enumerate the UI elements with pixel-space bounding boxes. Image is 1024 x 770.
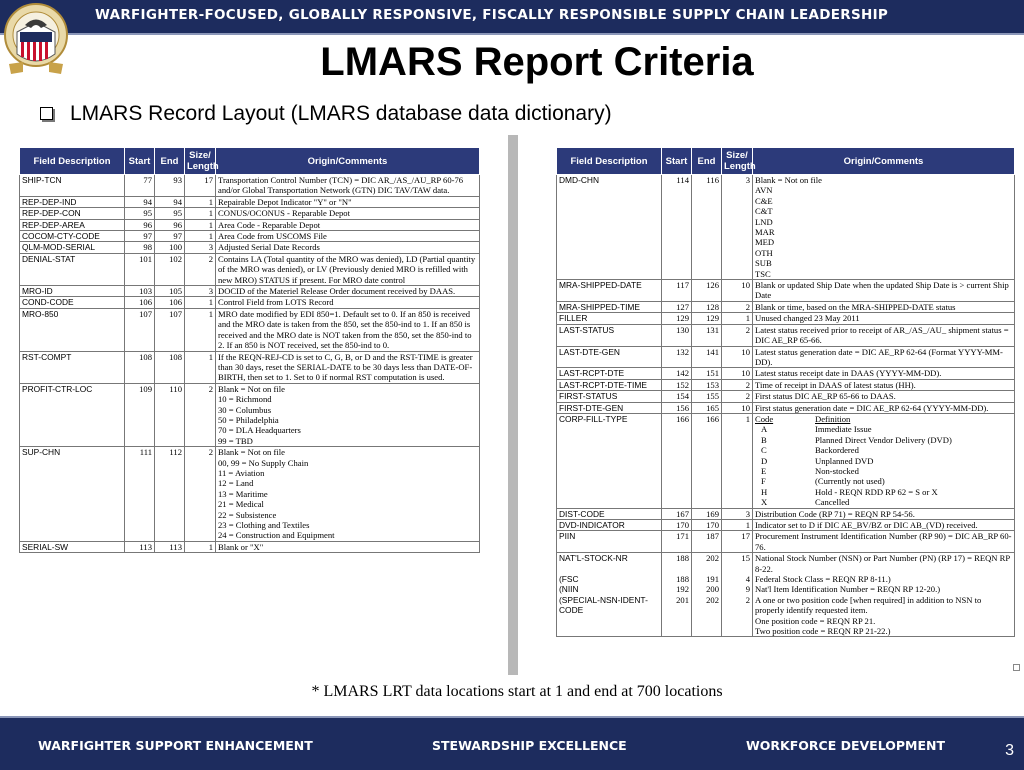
column-divider bbox=[508, 135, 518, 675]
field-name-cell: LAST-DTE-GEN bbox=[557, 346, 662, 368]
footer-item-workforce: WORKFORCE DEVELOPMENT bbox=[746, 738, 945, 753]
size-cell: 1 bbox=[722, 413, 753, 508]
start-cell: 106 bbox=[125, 297, 155, 308]
size-cell: 1 bbox=[722, 313, 753, 324]
start-cell: 167 bbox=[662, 508, 692, 519]
code-definition: (Currently not used) bbox=[815, 476, 885, 487]
field-name-cell: QLM-MOD-SERIAL bbox=[20, 242, 125, 253]
end-cell: 155 bbox=[692, 391, 722, 402]
table-row bbox=[20, 208, 480, 219]
start-cell: 130 bbox=[662, 324, 692, 346]
comments-cell: National Stock Number (NSN) or Part Number (PN) (RP 17) = REQN RP 8-22. Federal Stock Class = REQN RP 8-11.) Nat'l Item Identification Number = REQN RP 12-20.) A one or two position code [when required] in addition to NSN to properly identify requested item. One position code = REQN RP 21. Two position code = REQN RP 21-22.) bbox=[753, 553, 1015, 637]
start-cell: 108 bbox=[125, 351, 155, 383]
comments-cell: Control Field from LOTS Record bbox=[216, 297, 480, 308]
size-cell: 1 bbox=[185, 541, 216, 552]
start-cell: 111 bbox=[125, 447, 155, 542]
comments-cell: Time of receipt in DAAS of latest status (HH). bbox=[753, 379, 1015, 390]
start-cell: 166 bbox=[662, 413, 692, 508]
table-row bbox=[557, 301, 1015, 312]
start-cell: 101 bbox=[125, 253, 155, 285]
comments-cell: Procurement Instrument Identification Number (RP 90) = DIC AB_RP 60-76. bbox=[753, 531, 1015, 553]
field-name-cell: COCOM-CTY-CODE bbox=[20, 231, 125, 242]
comments-cell: Latest status generation date = DIC AE_RP 62-64 (Format YYYY-MM-DD). bbox=[753, 346, 1015, 368]
table-row bbox=[20, 196, 480, 207]
start-cell: 77 bbox=[125, 175, 155, 197]
size-cell: 1 bbox=[185, 351, 216, 383]
col-header-comments: Origin/Comments bbox=[753, 148, 1015, 175]
code-line bbox=[755, 424, 1012, 434]
table-row bbox=[557, 508, 1015, 519]
comments-cell: Blank or "X" bbox=[216, 541, 480, 552]
field-name-cell: COND-CODE bbox=[20, 297, 125, 308]
code-value: H bbox=[761, 486, 768, 497]
start-cell: 154 bbox=[662, 391, 692, 402]
comments-cell: Area Code - Reparable Depot bbox=[216, 219, 480, 230]
code-line bbox=[755, 445, 1012, 455]
end-cell: 165 bbox=[692, 402, 722, 413]
table-row bbox=[20, 308, 480, 351]
table-row bbox=[557, 520, 1015, 531]
comments-cell bbox=[753, 413, 1015, 508]
field-name-cell: FILLER bbox=[557, 313, 662, 324]
end-cell: 202 191 200 202 bbox=[692, 553, 722, 637]
code-definition: Cancelled bbox=[815, 497, 850, 508]
start-cell: 95 bbox=[125, 208, 155, 219]
size-cell: 2 bbox=[722, 301, 753, 312]
code-value: X bbox=[761, 497, 768, 508]
field-name-cell: DMD-CHN bbox=[557, 175, 662, 280]
end-cell: 112 bbox=[155, 447, 185, 542]
code-line bbox=[755, 456, 1012, 466]
code-value: C bbox=[761, 445, 767, 456]
field-name-cell: REP-DEP-AREA bbox=[20, 219, 125, 230]
field-name-cell: LAST-RCPT-DTE-TIME bbox=[557, 379, 662, 390]
col-header-comments: Origin/Comments bbox=[216, 148, 480, 175]
table-row bbox=[20, 541, 480, 552]
end-cell: 100 bbox=[155, 242, 185, 253]
size-cell: 1 bbox=[185, 196, 216, 207]
code-definition: Immediate Issue bbox=[815, 424, 872, 435]
code-definition-header bbox=[755, 414, 1012, 424]
field-name-cell: SERIAL-SW bbox=[20, 541, 125, 552]
size-cell: 2 bbox=[722, 379, 753, 390]
size-cell: 2 bbox=[185, 447, 216, 542]
footer-item-stewardship: STEWARDSHIP EXCELLENCE bbox=[432, 738, 627, 753]
field-name-cell: CORP-FILL-TYPE bbox=[557, 413, 662, 508]
page-number: 3 bbox=[1005, 742, 1014, 759]
size-cell: 1 bbox=[185, 208, 216, 219]
comments-cell: Distribution Code (RP 71) = REQN RP 54-56. bbox=[753, 508, 1015, 519]
slide-subtitle: LMARS Record Layout (LMARS database data dictionary) bbox=[70, 102, 612, 125]
size-cell: 3 bbox=[185, 286, 216, 297]
end-cell: 93 bbox=[155, 175, 185, 197]
col-header-start: Start bbox=[125, 148, 155, 175]
table-header-row bbox=[20, 148, 480, 175]
field-name-cell: SUP-CHN bbox=[20, 447, 125, 542]
field-name-cell: FIRST-STATUS bbox=[557, 391, 662, 402]
end-cell: 113 bbox=[155, 541, 185, 552]
table-row bbox=[557, 368, 1015, 379]
end-cell: 151 bbox=[692, 368, 722, 379]
start-cell: 98 bbox=[125, 242, 155, 253]
col-header-end: End bbox=[155, 148, 185, 175]
footer-banner bbox=[0, 716, 1024, 770]
size-cell: 1 bbox=[185, 297, 216, 308]
comments-cell: Blank = Not on file 10 = Richmond 30 = Columbus 50 = Philadelphia 70 = DLA Headquarters 99 = TBD bbox=[216, 383, 480, 446]
start-cell: 188 188 192 201 bbox=[662, 553, 692, 637]
size-cell: 2 bbox=[722, 391, 753, 402]
size-cell: 10 bbox=[722, 368, 753, 379]
field-name-cell: MRO-ID bbox=[20, 286, 125, 297]
end-cell: 129 bbox=[692, 313, 722, 324]
code-definition: Non-stocked bbox=[815, 465, 859, 476]
end-cell: 97 bbox=[155, 231, 185, 242]
size-cell: 17 bbox=[722, 531, 753, 553]
start-cell: 107 bbox=[125, 308, 155, 351]
footnote: * LMARS LRT data locations start at 1 and end at 700 locations bbox=[311, 683, 723, 700]
start-cell: 152 bbox=[662, 379, 692, 390]
code-definition: Backordered bbox=[815, 445, 859, 456]
comments-cell: Blank = Not on file AVN C&E C&T LND MAR MED OTH SUB TSC bbox=[753, 175, 1015, 280]
code-definition: Unplanned DVD bbox=[815, 455, 874, 466]
field-name-cell: MRA-SHIPPED-DATE bbox=[557, 280, 662, 302]
end-cell: 110 bbox=[155, 383, 185, 446]
start-cell: 142 bbox=[662, 368, 692, 379]
field-name-cell: RST-COMPT bbox=[20, 351, 125, 383]
table-row bbox=[557, 553, 1015, 637]
field-name-cell: LAST-RCPT-DTE bbox=[557, 368, 662, 379]
end-cell: 106 bbox=[155, 297, 185, 308]
start-cell: 114 bbox=[662, 175, 692, 280]
size-cell: 1 bbox=[722, 520, 753, 531]
comments-cell: MRO date modified by EDI 850=1. Default set to 0. If an 850 is received and the MRO date is taken from the 850, set the 850-ind to 1. If an 850 is received and the MRO date is NOT taken from the 850, set the 850-ind to 2. If an 850 is NOT received, set the 850-ind to 0. bbox=[216, 308, 480, 351]
record-layout-table-right bbox=[556, 147, 1015, 637]
comments-cell: If the REQN-REJ-CD is set to C, G, B, or D and the RST-TIME is greater than 30 days, reset the SERIAL-DATE to be 30 days less than DATE-OF-BIRTH, then set to 1. Set to 0 if normal RST computation is used. bbox=[216, 351, 480, 383]
resize-handle-icon bbox=[1013, 664, 1020, 671]
size-cell: 2 bbox=[185, 253, 216, 285]
code-value: F bbox=[761, 476, 766, 487]
code-value: B bbox=[761, 434, 767, 445]
comments-cell: CONUS/OCONUS - Reparable Depot bbox=[216, 208, 480, 219]
end-cell: 94 bbox=[155, 196, 185, 207]
size-cell: 10 bbox=[722, 402, 753, 413]
col-header-start: Start bbox=[662, 148, 692, 175]
field-name-cell: DENIAL-STAT bbox=[20, 253, 125, 285]
table-row bbox=[20, 351, 480, 383]
table-header-row bbox=[557, 148, 1015, 175]
size-cell: 3 bbox=[722, 508, 753, 519]
end-cell: 102 bbox=[155, 253, 185, 285]
field-name-cell: REP-DEP-CON bbox=[20, 208, 125, 219]
start-cell: 156 bbox=[662, 402, 692, 413]
table-row bbox=[20, 383, 480, 446]
size-cell: 17 bbox=[185, 175, 216, 197]
table-row bbox=[20, 253, 480, 285]
record-layout-table-left bbox=[19, 147, 480, 553]
definition-header: Definition bbox=[815, 413, 851, 424]
header-banner bbox=[0, 0, 1024, 35]
start-cell: 132 bbox=[662, 346, 692, 368]
code-value: E bbox=[761, 465, 767, 476]
comments-cell: Indicator set to D if DIC AE_BV/BZ or DIC AB_(VD) received. bbox=[753, 520, 1015, 531]
code-definition: Planned Direct Vendor Delivery (DVD) bbox=[815, 434, 952, 445]
comments-cell: Adjusted Serial Date Records bbox=[216, 242, 480, 253]
end-cell: 141 bbox=[692, 346, 722, 368]
bullet-checkbox-icon bbox=[40, 107, 53, 120]
table-row bbox=[20, 175, 480, 197]
field-name-cell: FIRST-DTE-GEN bbox=[557, 402, 662, 413]
size-cell: 1 bbox=[185, 219, 216, 230]
col-header-size: Size/ Length bbox=[185, 148, 216, 175]
col-header-field: Field Description bbox=[557, 148, 662, 175]
table-row bbox=[557, 324, 1015, 346]
end-cell: 116 bbox=[692, 175, 722, 280]
field-name-cell: DVD-INDICATOR bbox=[557, 520, 662, 531]
code-line bbox=[755, 435, 1012, 445]
start-cell: 113 bbox=[125, 541, 155, 552]
table-row bbox=[557, 531, 1015, 553]
size-cell: 2 bbox=[722, 324, 753, 346]
table-row bbox=[557, 391, 1015, 402]
field-name-cell: MRO-850 bbox=[20, 308, 125, 351]
size-cell: 1 bbox=[185, 231, 216, 242]
table-row bbox=[557, 175, 1015, 280]
start-cell: 96 bbox=[125, 219, 155, 230]
end-cell: 108 bbox=[155, 351, 185, 383]
start-cell: 129 bbox=[662, 313, 692, 324]
end-cell: 187 bbox=[692, 531, 722, 553]
slide-title: LMARS Report Criteria bbox=[320, 40, 754, 84]
col-header-size: Size/ Length bbox=[722, 148, 753, 175]
field-name-cell: LAST-STATUS bbox=[557, 324, 662, 346]
code-value: A bbox=[761, 424, 768, 435]
size-cell: 10 bbox=[722, 280, 753, 302]
code-definition: Hold - REQN RDD RP 62 = S or X bbox=[815, 486, 938, 497]
comments-cell: Latest status receipt date in DAAS (YYYY-MM-DD). bbox=[753, 368, 1015, 379]
comments-cell: First status generation date = DIC AE_RP 62-64 (YYYY-MM-DD). bbox=[753, 402, 1015, 413]
field-name-cell: REP-DEP-IND bbox=[20, 196, 125, 207]
field-name-cell: NAT'L-STOCK-NR (FSC (NIIN (SPECIAL-NSN-IDENT-CODE bbox=[557, 553, 662, 637]
comments-cell: Latest status received prior to receipt of AR_/AS_/AU_ shipment status = DIC AE_RP 65-66. bbox=[753, 324, 1015, 346]
size-cell: 1 bbox=[185, 308, 216, 351]
table-row bbox=[557, 280, 1015, 302]
start-cell: 117 bbox=[662, 280, 692, 302]
end-cell: 95 bbox=[155, 208, 185, 219]
field-name-cell: MRA-SHIPPED-TIME bbox=[557, 301, 662, 312]
code-line bbox=[755, 476, 1012, 486]
code-line bbox=[755, 497, 1012, 507]
comments-cell: First status DIC AE_RP 65-66 to DAAS. bbox=[753, 391, 1015, 402]
comments-cell: Blank or updated Ship Date when the updated Ship Date is > current Ship Date bbox=[753, 280, 1015, 302]
footer-item-warfighter: WARFIGHTER SUPPORT ENHANCEMENT bbox=[38, 738, 313, 753]
col-header-field: Field Description bbox=[20, 148, 125, 175]
code-header: Code bbox=[755, 413, 774, 424]
end-cell: 105 bbox=[155, 286, 185, 297]
start-cell: 103 bbox=[125, 286, 155, 297]
comments-cell: DOCID of the Materiel Release Order document received by DAAS. bbox=[216, 286, 480, 297]
end-cell: 126 bbox=[692, 280, 722, 302]
end-cell: 166 bbox=[692, 413, 722, 508]
start-cell: 97 bbox=[125, 231, 155, 242]
end-cell: 170 bbox=[692, 520, 722, 531]
code-value: D bbox=[761, 455, 768, 466]
col-header-end: End bbox=[692, 148, 722, 175]
table-row bbox=[557, 313, 1015, 324]
start-cell: 127 bbox=[662, 301, 692, 312]
size-cell: 3 bbox=[722, 175, 753, 280]
start-cell: 94 bbox=[125, 196, 155, 207]
code-line bbox=[755, 487, 1012, 497]
comments-cell: Unused changed 23 May 2011 bbox=[753, 313, 1015, 324]
start-cell: 171 bbox=[662, 531, 692, 553]
table-row bbox=[20, 219, 480, 230]
end-cell: 96 bbox=[155, 219, 185, 230]
field-name-cell: PIIN bbox=[557, 531, 662, 553]
table-row bbox=[20, 447, 480, 542]
size-cell: 15 4 9 2 bbox=[722, 553, 753, 637]
start-cell: 109 bbox=[125, 383, 155, 446]
end-cell: 169 bbox=[692, 508, 722, 519]
comments-cell: Area Code from USCOMS File bbox=[216, 231, 480, 242]
comments-cell: Repairable Depot Indicator "Y" or "N" bbox=[216, 196, 480, 207]
comments-cell: Blank or time, based on the MRA-SHIPPED-DATE status bbox=[753, 301, 1015, 312]
header-tagline: WARFIGHTER-FOCUSED, GLOBALLY RESPONSIVE, FISCALLY RESPONSIBLE SUPPLY CHAIN LEADERSHIP bbox=[95, 7, 889, 23]
table-row bbox=[20, 297, 480, 308]
size-cell: 3 bbox=[185, 242, 216, 253]
code-line bbox=[755, 466, 1012, 476]
comments-cell: Contains LA (Total quantity of the MRO was denied), LD (Partial quantity of the MRO was denied), or LV (Previously denied MRO is refilled with new MRO) STATUS if present. For MRO date control bbox=[216, 253, 480, 285]
field-name-cell: DIST-CODE bbox=[557, 508, 662, 519]
table-row bbox=[557, 346, 1015, 368]
end-cell: 153 bbox=[692, 379, 722, 390]
table-row bbox=[20, 231, 480, 242]
table-row bbox=[20, 242, 480, 253]
end-cell: 128 bbox=[692, 301, 722, 312]
table-row bbox=[20, 286, 480, 297]
comments-cell: Blank = Not on file 00, 99 = No Supply Chain 11 = Aviation 12 = Land 13 = Maritime 21 = Medical 22 = Subsistence 23 = Clothing and Textiles 24 = Construction and Equipment bbox=[216, 447, 480, 542]
table-row bbox=[557, 413, 1015, 508]
field-name-cell: PROFIT-CTR-LOC bbox=[20, 383, 125, 446]
comments-cell: Transportation Control Number (TCN) = DIC AR_/AS_/AU_RP 60-76 and/or Global Transportation Network (GTN) DIC TAV/TAW data. bbox=[216, 175, 480, 197]
size-cell: 10 bbox=[722, 346, 753, 368]
table-row bbox=[557, 379, 1015, 390]
start-cell: 170 bbox=[662, 520, 692, 531]
end-cell: 131 bbox=[692, 324, 722, 346]
field-name-cell: SHIP-TCN bbox=[20, 175, 125, 197]
size-cell: 2 bbox=[185, 383, 216, 446]
table-row bbox=[557, 402, 1015, 413]
end-cell: 107 bbox=[155, 308, 185, 351]
